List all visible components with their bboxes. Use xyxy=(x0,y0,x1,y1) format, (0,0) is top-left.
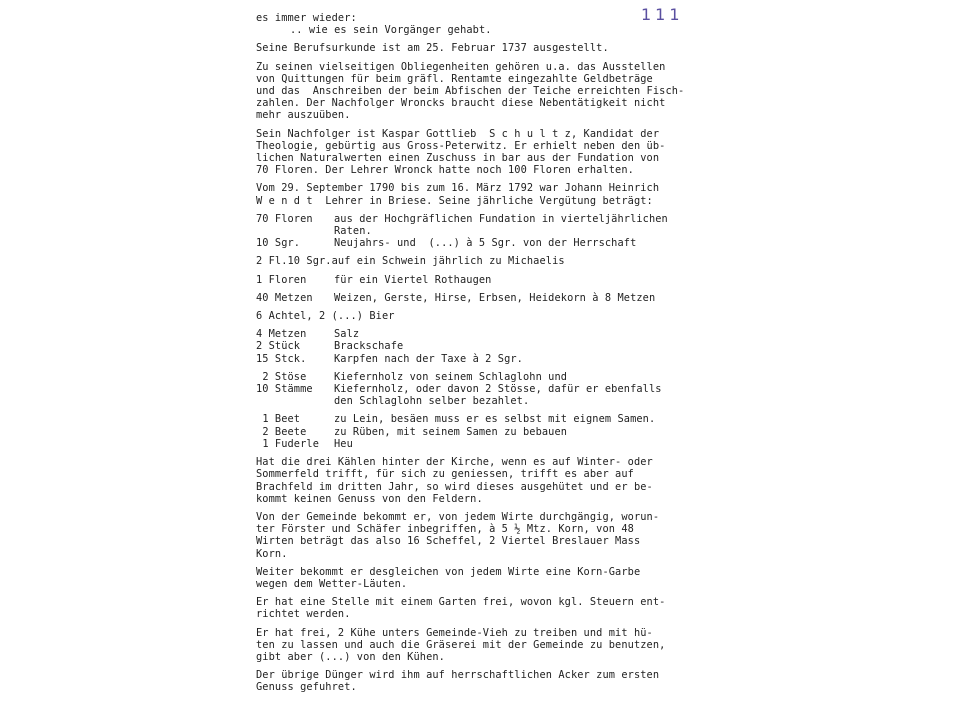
item-quantity: 15 Stck. xyxy=(256,352,307,365)
list-item xyxy=(256,274,726,286)
item-quantity: 4 Metzen xyxy=(256,328,307,341)
page-number: 111 xyxy=(641,5,684,24)
item-description: aus der Hochgräflichen Fundation in vierteljährlichen Raten. xyxy=(334,212,668,238)
item-quantity: 10 Sgr. xyxy=(256,237,301,250)
document-body xyxy=(256,12,726,700)
list-item xyxy=(256,371,726,383)
wood-list xyxy=(256,371,726,408)
item-quantity: 10 Stämme xyxy=(256,383,313,396)
item-quantity: 2 Beete xyxy=(256,425,307,438)
paragraph-garten: Er hat eine Stelle mit einem Garten frei, wovon kgl. Steuern ent- richtet werden. xyxy=(256,596,666,621)
item-line: 6 Achtel, 2 (...) Bier xyxy=(256,310,395,323)
list-item xyxy=(256,328,726,340)
list-item xyxy=(256,426,726,438)
list-item xyxy=(256,237,726,249)
list-item xyxy=(256,340,726,352)
item-description: Kiefernholz, oder davon 2 Stösse, dafür er ebenfalls den Schlaglohn selber bezahlet. xyxy=(334,383,662,408)
paragraph-korn-garbe: Weiter bekommt er desgleichen von jedem Wirte eine Korn-Garbe wegen dem Wetter-Läuten. xyxy=(256,565,641,590)
list-item xyxy=(256,255,726,267)
item-line: 2 Fl.10 Sgr.auf ein Schwein jährlich zu Michaelis xyxy=(256,255,565,268)
paragraph-kaehlen: Hat die drei Kählen hinter der Kirche, wenn es auf Winter- oder Sommerfeld trifft, für sich zu geniessen, trifft es aber auf Brachfeld im dritten Jahr, so wird dieses ausgehütet und er be- kommt keinen Genuss von den Feldern. xyxy=(256,456,653,505)
list-item xyxy=(256,383,726,407)
paragraph-wendt: Vom 29. September 1790 bis zum 16. März 1792 war Johann Heinrich W e n d t Lehrer in Briese. Seine jährliche Vergütung beträgt: xyxy=(256,182,660,207)
item-description: Salz xyxy=(334,328,360,341)
paragraph-duenger: Der übrige Dünger wird ihm auf herrschaftlichen Acker zum ersten Genuss gefuhret. xyxy=(256,669,660,694)
paragraph-gemeinde: Von der Gemeinde bekommt er, von jedem Wirte durchgängig, worun- ter Förster und Schäfer inbegriffen, à 5 ½ Mtz. Korn, von 48 Wirten beträgt das also 16 Scheffel, 2 Viertel Breslauer Mass Korn. xyxy=(256,510,660,560)
paragraph-kuehe: Er hat frei, 2 Kühe unters Gemeinde-Vieh zu treiben und mit hü- ten zu lassen und auch die Gräserei mit der Gemeinde zu benutzen, gibt aber (...) von den Kühen. xyxy=(256,626,666,663)
intro-line-2: .. wie es sein Vorgänger gehabt. xyxy=(290,24,492,37)
field-list xyxy=(256,413,726,450)
item-description: Karpfen nach der Taxe à 2 Sgr. xyxy=(334,352,523,365)
item-quantity: 1 Fuderle xyxy=(256,437,320,450)
goods-list xyxy=(256,328,726,365)
item-description: zu Lein, besäen muss er es selbst mit eignem Samen. xyxy=(334,413,656,426)
list-item xyxy=(256,213,726,237)
item-description: Kiefernholz von seinem Schlaglohn und xyxy=(334,370,568,383)
item-description: Heu xyxy=(334,437,353,450)
item-quantity: 2 Stück xyxy=(256,340,301,353)
item-quantity: 40 Metzen xyxy=(256,291,313,304)
item-quantity: 1 Floren xyxy=(256,273,307,286)
item-quantity: 2 Stöse xyxy=(256,370,307,383)
item-description: zu Rüben, mit seinem Samen zu bebauen xyxy=(334,425,568,438)
item-description: Neujahrs- und (...) à 5 Sgr. von der Herrschaft xyxy=(334,237,637,250)
item-description: Weizen, Gerste, Hirse, Erbsen, Heidekorn à 8 Metzen xyxy=(334,291,656,304)
list-item xyxy=(256,413,726,425)
list-item xyxy=(256,292,726,304)
list-item xyxy=(256,353,726,365)
paragraph-nachfolger: Sein Nachfolger ist Kaspar Gottlieb S c h u l t z, Kandidat der Theologie, gebürtig aus Gross-Peterwitz. Er erhielt neben den üb- lichen Naturalwerten einen Zuschuss in bar aus der Fundation von 70 Floren. Der Lehrer Wronck hatte noch 100 Floren erhalten. xyxy=(256,127,666,177)
list-item xyxy=(256,310,726,322)
item-description: Brackschafe xyxy=(334,340,404,353)
item-description: für ein Viertel Rothaugen xyxy=(334,273,492,286)
paragraph-berufsurkunde: Seine Berufsurkunde ist am 25. Februar 1737 ausgestellt. xyxy=(256,42,609,55)
list-item xyxy=(256,438,726,450)
salary-list xyxy=(256,213,726,322)
item-quantity: 1 Beet xyxy=(256,413,301,426)
paragraph-obliegenheiten: Zu seinen vielseitigen Obliegenheiten gehören u.a. das Ausstellen von Quittungen für beim gräfl. Rentamte eingezahlte Geldbeträge und das Anschreiben der beim Abfischen der Teiche erreichten Fisch- zahlen. Der Nachfolger Wroncks braucht diese Nebentätigkeit nicht mehr auszuüben. xyxy=(256,60,685,122)
item-quantity: 70 Floren xyxy=(256,212,313,225)
intro-line-1: es immer wieder: xyxy=(256,12,357,24)
